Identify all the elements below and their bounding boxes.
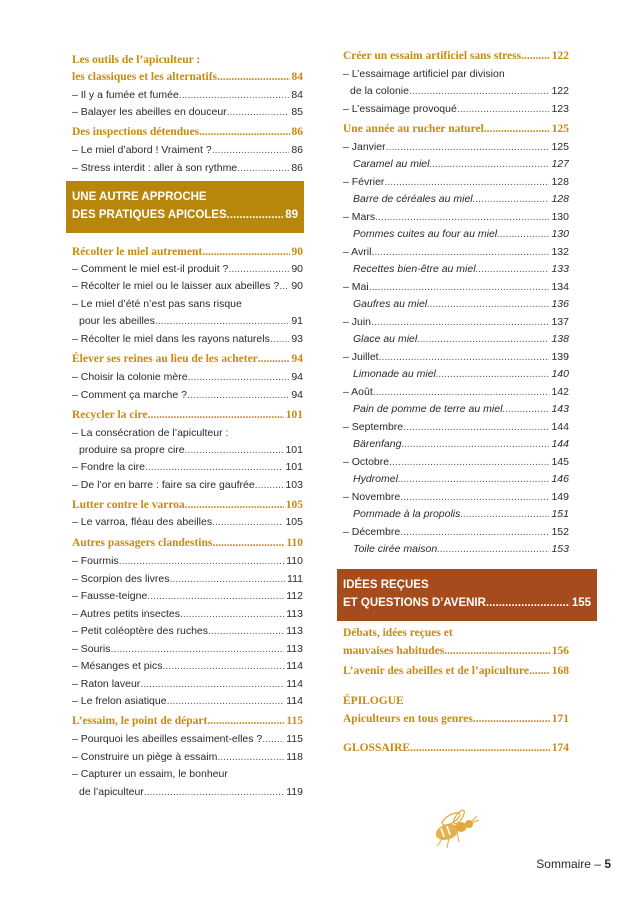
toc-entry-label: L’essaim, le point de départ (72, 715, 208, 727)
toc-entry-label: – Janvier (343, 141, 386, 153)
toc-section-heading (72, 535, 303, 552)
toc-entry-label: L’avenir des abeilles et de l’apiculture (343, 665, 530, 677)
toc-entry-label: – Le miel d’été n’est pas sans risque (72, 298, 242, 310)
toc-entry-label: Les outils de l’apiculteur : (72, 54, 201, 66)
band-title-line: ET QUESTIONS D’AVENIR (343, 597, 486, 609)
toc-page-number: 171 (551, 713, 569, 725)
toc-entry-label: – Fondre la cire (72, 461, 145, 473)
toc-page-number: 91 (291, 315, 303, 327)
toc-page-number: 101 (285, 444, 303, 456)
toc-entry-label: – Le varroa, fléau des abeilles (72, 516, 213, 528)
toc-entry (72, 553, 303, 570)
toc-page-number: 139 (551, 351, 569, 363)
toc-section-heading (343, 711, 569, 728)
toc-entry-label: – Stress interdit : aller à son rythme (72, 162, 238, 174)
toc-entry-label: produire sa propre cire (79, 444, 185, 456)
toc-entry (72, 142, 303, 159)
toc-entry-label: – Février (343, 176, 385, 188)
toc-section-heading (72, 713, 303, 730)
toc-entry (72, 313, 303, 330)
toc-entry-label: – L’essaimage artificiel par division (343, 68, 505, 80)
toc-entry-label: Apiculteurs en tous genres (343, 713, 473, 725)
toc-entry (72, 606, 303, 623)
toc-page-number: 153 (551, 543, 569, 555)
toc-page-number: 144 (551, 438, 569, 450)
toc-entry (343, 489, 569, 506)
band-title-line: IDÉES REÇUES (343, 579, 429, 591)
toc-entry (343, 244, 569, 261)
toc-entry (343, 261, 569, 278)
toc-page-number: 122 (551, 85, 569, 97)
toc-entry-label: mauvaises habitudes (343, 645, 445, 657)
toc-page-number: 105 (285, 516, 303, 528)
toc-page-number: 115 (286, 715, 303, 727)
toc-page-number: 86 (291, 126, 303, 138)
toc-entry-label: – Juillet (343, 351, 379, 363)
toc-page-number: 133 (551, 263, 569, 275)
toc-section-heading (72, 407, 303, 424)
toc-entry (72, 641, 303, 658)
toc-entry-label: – Récolter le miel dans les rayons naturels (72, 333, 270, 345)
toc-entry (72, 749, 303, 766)
toc-entry-label: – Petit coléoptère des ruches (72, 625, 208, 637)
toc-page-number: 125 (551, 123, 569, 135)
toc-page-number: 136 (551, 298, 569, 310)
toc-entry (72, 296, 303, 313)
toc-entry (343, 506, 569, 523)
toc-entry-label: – Novembre (343, 491, 401, 503)
toc-entry-label: – Le miel d’abord ! Vraiment ? (72, 144, 212, 156)
toc-page-number: 111 (287, 573, 303, 585)
toc-section-heading (343, 663, 569, 680)
toc-entry-label: Bärenfang (353, 438, 402, 450)
toc-page-number: 134 (551, 281, 569, 293)
toc-entry-label: – Avril (343, 246, 372, 258)
toc-entry (72, 87, 303, 104)
toc-page-number: 86 (291, 144, 303, 156)
toc-page-number: 151 (551, 508, 569, 520)
toc-page-number: 112 (286, 590, 303, 602)
toc-section-heading (343, 693, 569, 710)
toc-section-heading (72, 497, 303, 514)
toc-page-number: 85 (291, 106, 303, 118)
toc-page-number: 110 (286, 537, 303, 549)
toc-entry (343, 209, 569, 226)
toc-page-number: 128 (551, 193, 569, 205)
toc-entry (343, 384, 569, 401)
band-page-number: 155 (571, 597, 591, 609)
toc-section-heading (72, 69, 303, 86)
toc-entry (72, 387, 303, 404)
toc-page-number: 90 (291, 246, 303, 258)
toc-page-number: 145 (551, 456, 569, 468)
toc-entry-label: – Juin (343, 316, 372, 328)
toc-page-number: 115 (286, 733, 303, 745)
toc-entry-label: – Octobre (343, 456, 390, 468)
toc-entry-label: – Récolter le miel ou le laisser aux abeilles ? (72, 280, 280, 292)
toc-page-number: 143 (551, 403, 569, 415)
toc-page-number: 149 (551, 491, 569, 503)
toc-entry-label: – Mésanges et pics (72, 660, 163, 672)
toc-entry-label: Recettes bien-être au miel (353, 263, 476, 275)
toc-page-number: 114 (286, 660, 303, 672)
toc-page-number: 127 (551, 158, 569, 170)
toc-entry-label: Une année au rucher naturel (343, 123, 484, 135)
band-page-number: 89 (285, 209, 298, 221)
toc-page-number: 174 (551, 742, 569, 754)
toc-page-number: 113 (286, 608, 303, 620)
toc-entry (72, 676, 303, 693)
toc-page-number: 101 (285, 409, 303, 421)
bee-icon (425, 808, 483, 852)
toc-page-number: 146 (551, 473, 569, 485)
toc-entry-label: – Souris (72, 643, 111, 655)
toc-entry (343, 471, 569, 488)
toc-entry-label: Limonade au miel (353, 368, 436, 380)
toc-entry (72, 477, 303, 494)
toc-page-number: 113 (286, 625, 303, 637)
toc-entry-label: Créer un essaim artificiel sans stress (343, 50, 522, 62)
toc-section-heading (72, 124, 303, 141)
toc-entry (72, 588, 303, 605)
toc-entry-label: Lutter contre le varroa (72, 499, 185, 511)
toc-entry-label: Débats, idées reçues et (343, 627, 453, 639)
toc-page-number: 119 (286, 786, 303, 798)
toc-entry-label: – Août (343, 386, 373, 398)
toc-section-heading (72, 244, 303, 261)
toc-page-number: 137 (551, 316, 569, 328)
toc-entry (343, 349, 569, 366)
toc-page-number: 110 (286, 555, 303, 567)
toc-entry-label: – Pourquoi les abeilles essaiment-elles ? (72, 733, 263, 745)
toc-entry (72, 425, 303, 442)
toc-entry (72, 261, 303, 278)
part-band-idees-recues (337, 569, 597, 621)
toc-page-number: 123 (551, 103, 569, 115)
toc-entry (72, 514, 303, 531)
toc-entry-label: de la colonie (350, 85, 409, 97)
toc-section-heading (343, 121, 569, 138)
toc-entry-label: Toile cirée maison (353, 543, 438, 555)
toc-entry (72, 160, 303, 177)
toc-entry-label: – Décembre (343, 526, 401, 538)
toc-entry-label: GLOSSAIRE (343, 742, 411, 754)
toc-entry (343, 279, 569, 296)
toc-entry (72, 623, 303, 640)
toc-entry-label: – Capturer un essaim, le bonheur (72, 768, 228, 780)
toc-entry (72, 278, 303, 295)
toc-entry-label: – Mai (343, 281, 369, 293)
toc-entry (343, 366, 569, 383)
toc-page-number: 144 (551, 421, 569, 433)
toc-entry-label: – Choisir la colonie mère (72, 371, 188, 383)
toc-entry (72, 459, 303, 476)
toc-entry-label: – Le frelon asiatique (72, 695, 167, 707)
toc-entry-label: pour les abeilles (79, 315, 155, 327)
toc-section-heading (343, 48, 569, 65)
toc-section-heading (343, 625, 569, 642)
toc-page-number: 156 (551, 645, 569, 657)
toc-entry (343, 331, 569, 348)
toc-entry (343, 314, 569, 331)
toc-entry-label: Élever ses reines au lieu de les acheter (72, 353, 258, 365)
toc-entry-label: – De l’or en barre : faire sa cire gaufrée (72, 479, 255, 491)
band-title-line: DES PRATIQUES APICOLES (72, 209, 227, 221)
toc-entry (72, 571, 303, 588)
toc-entry-label: – Construire un piège à essaim (72, 751, 218, 763)
toc-page-number: 125 (551, 141, 569, 153)
toc-page-number: 122 (551, 50, 569, 62)
toc-entry (343, 139, 569, 156)
toc-section-heading (343, 643, 569, 660)
toc-entry (343, 296, 569, 313)
toc-entry-label: – Fausse-teigne (72, 590, 148, 602)
toc-entry-label: Pommes cuites au four au miel (353, 228, 498, 240)
toc-entry-label: Recycler la cire (72, 409, 148, 421)
page-footer (536, 857, 611, 871)
toc-entry-label: Pain de pomme de terre au miel (353, 403, 503, 415)
toc-entry (72, 369, 303, 386)
toc-entry (72, 658, 303, 675)
toc-entry-label: Glace au miel (353, 333, 418, 345)
toc-entry (343, 174, 569, 191)
toc-section-heading (72, 52, 303, 69)
toc-entry-label: – Comment ça marche ? (72, 389, 187, 401)
toc-entry-label: Hydromel (353, 473, 398, 485)
toc-page-number: 94 (291, 389, 303, 401)
toc-entry-label: les classiques et les alternatifs (72, 71, 218, 83)
toc-page-number: 103 (285, 479, 303, 491)
toc-entry (343, 436, 569, 453)
toc-page-number: 142 (551, 386, 569, 398)
toc-entry (343, 191, 569, 208)
toc-page-number: 114 (286, 695, 303, 707)
toc-entry-label: – Septembre (343, 421, 404, 433)
toc-page-number: 84 (291, 89, 303, 101)
toc-entry-label: – La consécration de l’apiculteur : (72, 427, 229, 439)
toc-page-number: 114 (286, 678, 303, 690)
toc-entry-label: Barre de céréales au miel (353, 193, 473, 205)
toc-entry-label: – Raton laveur (72, 678, 141, 690)
toc-page-number: 138 (551, 333, 569, 345)
part-band-une-autre-approche (66, 181, 304, 233)
toc-entry (72, 766, 303, 783)
toc-entry (343, 541, 569, 558)
toc-entry (343, 419, 569, 436)
toc-entry (72, 331, 303, 348)
toc-entry-label: Gaufres au miel (353, 298, 428, 310)
toc-entry-label: – L’essaimage provoqué (343, 103, 457, 115)
toc-entry-label: Autres passagers clandestins (72, 537, 213, 549)
toc-entry-label: Des inspections détendues (72, 126, 200, 138)
toc-entry-label: ÉPILOGUE (343, 695, 404, 707)
toc-page-number: 113 (286, 643, 303, 655)
toc-entry-label: – Scorpion des livres (72, 573, 170, 585)
toc-page-number: 94 (291, 371, 303, 383)
toc-page-number: 86 (291, 162, 303, 174)
toc-entry-label: Caramel au miel (353, 158, 430, 170)
toc-page-number: 105 (285, 499, 303, 511)
toc-page-number: 130 (551, 211, 569, 223)
toc-entry-label: – Fourmis (72, 555, 119, 567)
toc-page-number: 90 (291, 263, 303, 275)
toc-entry (72, 731, 303, 748)
toc-entry-label: – Comment le miel est-il produit ? (72, 263, 229, 275)
toc-entry-label: – Autres petits insectes (72, 608, 180, 620)
toc-entry (343, 83, 569, 100)
toc-page-number: 101 (285, 461, 303, 473)
toc-entry-label: Récolter le miel autrement (72, 246, 203, 258)
toc-section-heading (343, 740, 569, 757)
toc-entry (343, 454, 569, 471)
footer-label: Sommaire – (536, 857, 601, 871)
toc-entry (343, 156, 569, 173)
toc-entry-label: Pommade à la propolis (353, 508, 461, 520)
toc-page-number: 130 (551, 228, 569, 240)
toc-entry (343, 226, 569, 243)
toc-page-number: 168 (551, 665, 569, 677)
toc-page-number: 132 (551, 246, 569, 258)
toc-entry (343, 66, 569, 83)
toc-section-heading (72, 351, 303, 368)
toc-page-number: 152 (551, 526, 569, 538)
toc-entry-label: – Mars (343, 211, 376, 223)
toc-entry (72, 104, 303, 121)
toc-page-number: 90 (291, 280, 303, 292)
toc-page-number: 128 (551, 176, 569, 188)
toc-page-number: 140 (551, 368, 569, 380)
toc-entry-label: – Balayer les abeilles en douceur (72, 106, 227, 118)
band-title-line: UNE AUTRE APPROCHE (72, 191, 207, 203)
toc-page-number: 84 (291, 71, 303, 83)
toc-page-number: 118 (286, 751, 303, 763)
toc-entry (72, 784, 303, 801)
toc-entry (343, 524, 569, 541)
toc-entry (72, 442, 303, 459)
toc-page-number: 94 (291, 353, 303, 365)
footer-page-number: 5 (604, 857, 611, 871)
toc-entry-label: – Il y a fumée et fumée (72, 89, 179, 101)
toc-entry (72, 693, 303, 710)
toc-entry (343, 401, 569, 418)
toc-entry (343, 101, 569, 118)
toc-page-number: 93 (291, 333, 303, 345)
toc-entry-label: de l’apiculteur (79, 786, 144, 798)
